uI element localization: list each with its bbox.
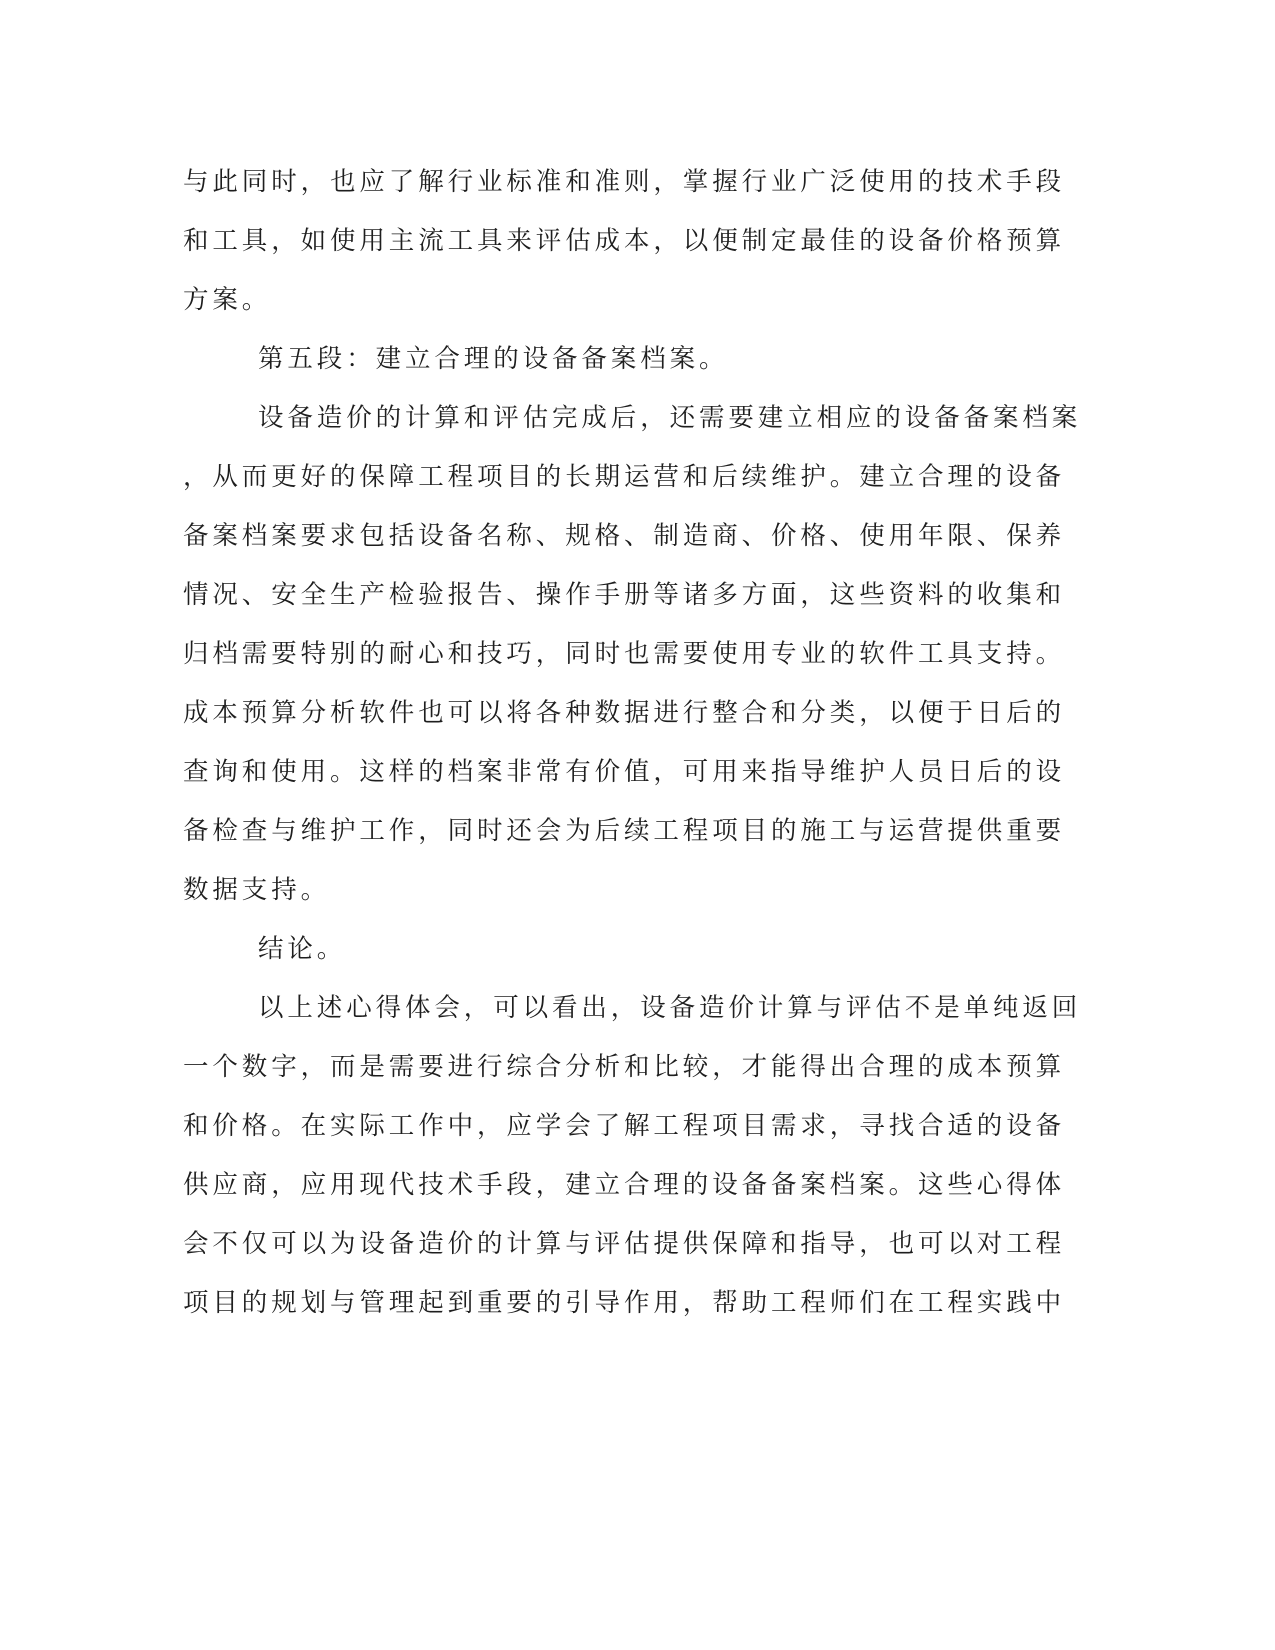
paragraph-line: 项目的规划与管理起到重要的引导作用，帮助工程师们在工程实践中	[183, 1288, 1066, 1318]
paragraph-line: 方案。	[183, 285, 272, 315]
paragraph-line: 情况、安全生产检验报告、操作手册等诸多方面，这些资料的收集和	[183, 580, 1066, 610]
paragraph-line: 和价格。在实际工作中，应学会了解工程项目需求，寻找合适的设备	[183, 1111, 1066, 1141]
paragraph-line: 会不仅可以为设备造价的计算与评估提供保障和指导，也可以对工程	[183, 1229, 1066, 1259]
paragraph-line: 供应商，应用现代技术手段，建立合理的设备备案档案。这些心得体	[183, 1170, 1066, 1200]
paragraph-line: 和工具，如使用主流工具来评估成本，以便制定最佳的设备价格预算	[183, 226, 1066, 256]
paragraph-line: 数据支持。	[183, 875, 331, 905]
paragraph-line: 与此同时，也应了解行业标准和准则，掌握行业广泛使用的技术手段	[183, 167, 1066, 197]
section-heading: 结论。	[258, 934, 347, 964]
paragraph-line: 以上述心得体会，可以看出，设备造价计算与评估不是单纯返回	[258, 993, 1082, 1023]
paragraph-line: 成本预算分析软件也可以将各种数据进行整合和分类，以便于日后的	[183, 698, 1066, 728]
paragraph-line: 设备造价的计算和评估完成后，还需要建立相应的设备备案档案	[258, 403, 1082, 433]
paragraph-line: 备检查与维护工作，同时还会为后续工程项目的施工与运营提供重要	[183, 816, 1066, 846]
paragraph-line: ，从而更好的保障工程项目的长期运营和后续维护。建立合理的设备	[183, 462, 1066, 492]
paragraph-line: 一个数字，而是需要进行综合分析和比较，才能得出合理的成本预算	[183, 1052, 1066, 1082]
paragraph-line: 备案档案要求包括设备名称、规格、制造商、价格、使用年限、保养	[183, 521, 1066, 551]
paragraph-line: 查询和使用。这样的档案非常有价值，可用来指导维护人员日后的设	[183, 757, 1066, 787]
paragraph-line: 归档需要特别的耐心和技巧，同时也需要使用专业的软件工具支持。	[183, 639, 1066, 669]
section-heading: 第五段：建立合理的设备备案档案。	[258, 344, 729, 374]
